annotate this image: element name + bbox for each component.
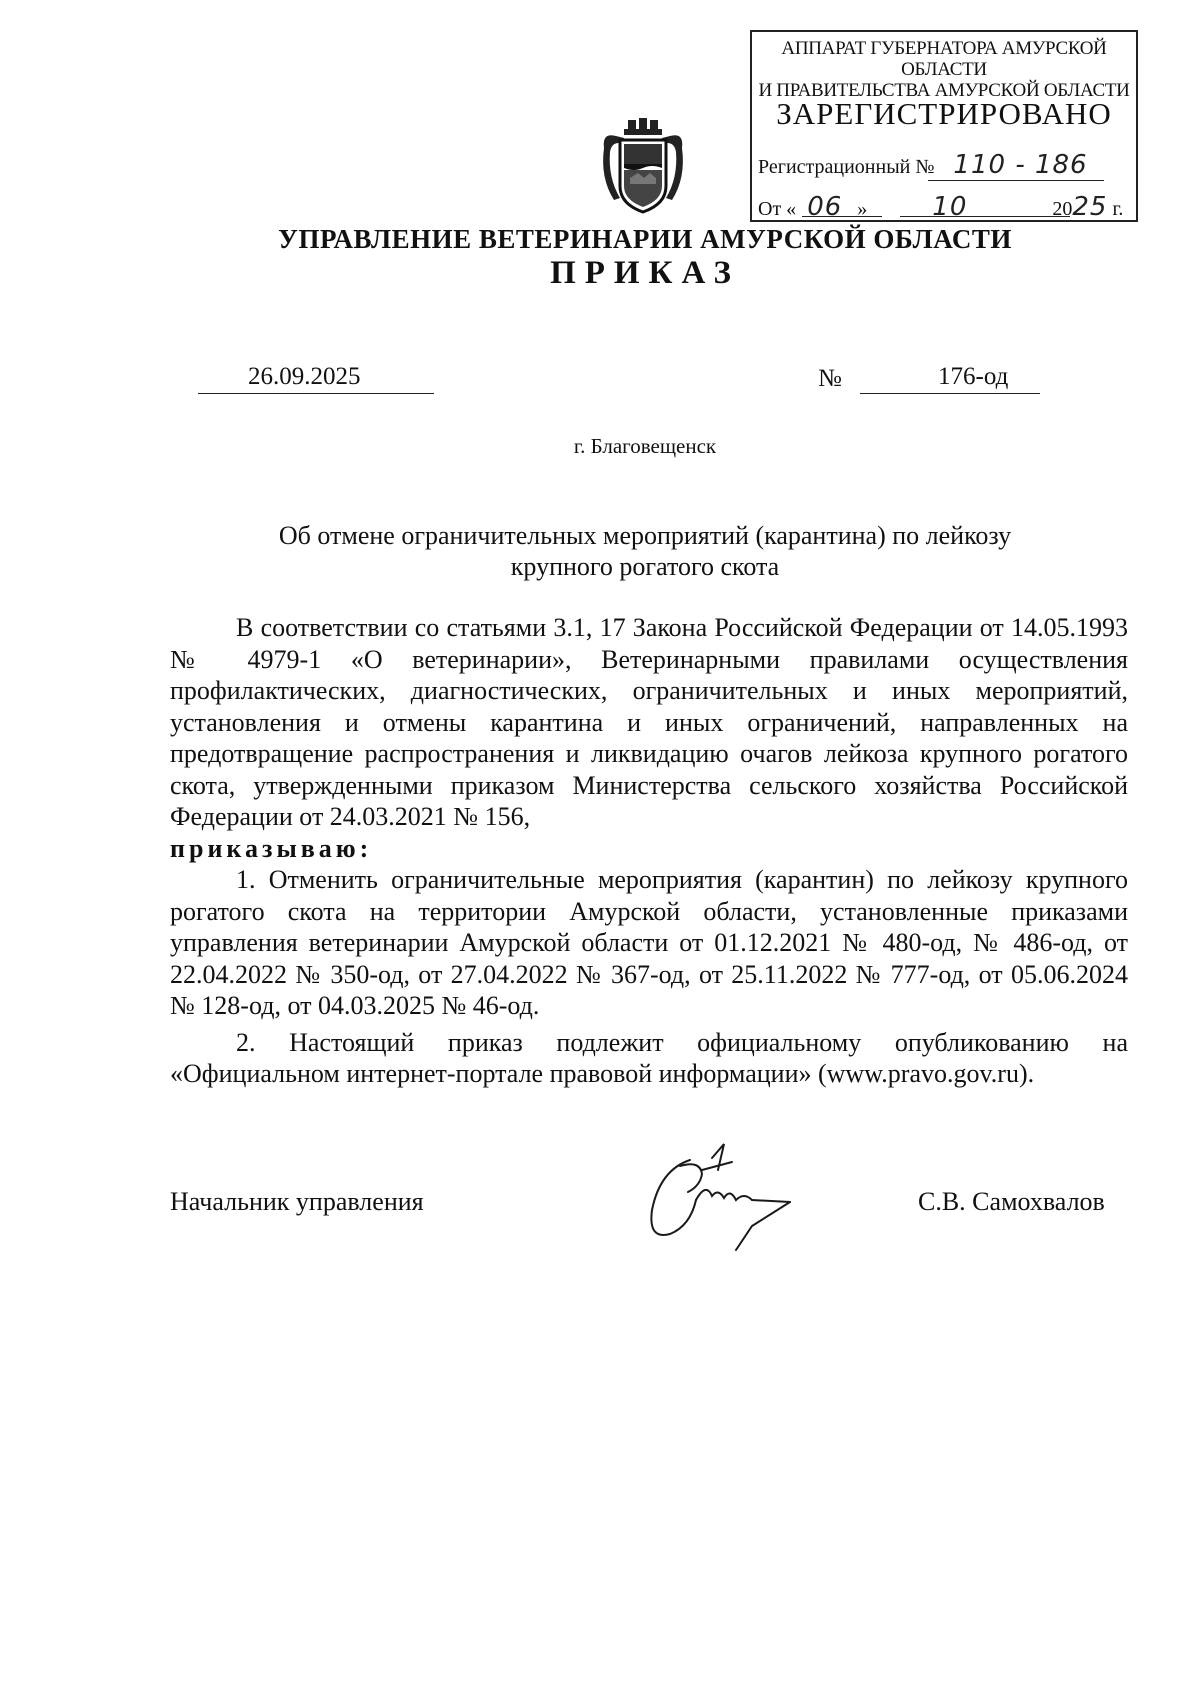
stamp-month-underline <box>900 216 1070 217</box>
stamp-org-line2: И ПРАВИТЕЛЬСТВА АМУРСКОЙ ОБЛАСТИ <box>758 80 1130 101</box>
order-number-sign: № <box>818 365 842 392</box>
order-number-underline <box>860 393 1040 394</box>
signatory-position: Начальник управления <box>170 1187 424 1216</box>
stamp-day-underline <box>802 216 882 217</box>
stamp-year-prefix: 20 <box>1052 198 1073 220</box>
stamp-date-row <box>758 192 1123 222</box>
order-number: 176-од <box>938 363 1009 390</box>
stamp-registered-label: ЗАРЕГИСТРИРОВАНО <box>776 96 1112 131</box>
stamp-reg-number-value: 110 - 186 <box>953 150 1088 180</box>
document-type-title: ПРИКАЗ <box>550 255 740 291</box>
order-item-2: 2. Настоящий приказ подлежит официальному опубликованию на «Официальном интернет-портале правовой информации» (www.pravo.gov.ru). <box>170 1027 1128 1088</box>
order-subject <box>200 520 1090 582</box>
registration-stamp <box>750 30 1138 222</box>
city: г. Благовещенск <box>573 434 717 458</box>
handwritten-signature <box>640 1130 810 1260</box>
organization-title: УПРАВЛЕНИЕ ВЕТЕРИНАРИИ АМУРСКОЙ ОБЛАСТИ <box>278 224 1012 254</box>
stamp-reg-number-row <box>758 150 1088 180</box>
signatory-name: С.В. Самохвалов <box>918 1187 1105 1216</box>
order-date-underline <box>198 393 434 394</box>
stamp-reg-number-label: Регистрационный № <box>758 156 935 178</box>
order-date: 26.09.2025 <box>248 363 361 390</box>
stamp-date-month: 10 <box>932 192 968 222</box>
order-word: приказываю: <box>170 833 373 863</box>
stamp-date-prefix: От « <box>758 198 797 220</box>
coat-of-arms-emblem <box>600 118 686 216</box>
order-body <box>170 612 1128 1090</box>
stamp-date-day: 06 <box>807 192 843 222</box>
subject-line-1: Об отмене ограничительных мероприятий (карантина) по лейкозу <box>278 521 1012 550</box>
stamp-org-line1: АППАРАТ ГУБЕРНАТОРА АМУРСКОЙ ОБЛАСТИ <box>781 38 1107 80</box>
order-item-1: 1. Отменить ограничительные мероприятия (карантин) по лейкозу крупного рогатого скота на территории Амурской области, установленные приказами управления ветеринарии Амурской области от 01.12.2021 № 480-од, № 486-од, от 22.04.2022 № 350-од, от 27.04.2022 № 367-од, от 25.11.2022 № 777-од, от 05.06.2024 № 128-од, от 04.03.2025 № 46-од. <box>170 865 1128 1020</box>
stamp-year-unit: г. <box>1112 198 1124 220</box>
preamble-paragraph: В соответствии со статьями 3.1, 17 Закона Российской Федерации от 14.05.1993 № 4979-1 «О ветеринарии», Ветеринарными правилами осуществления профилактических, диагностических, ограничительных и иных мероприятий, установления и отмены карантина и иных ограничений, направленных на предотвращение распространения и ликвидацию очагов лейкоза крупного рогатого скота, утвержденными приказом Министерства сельского хозяйства Российской Федерации от 24.03.2021 № 156, <box>170 613 1128 831</box>
stamp-organization <box>752 38 1136 101</box>
subject-line-2: крупного рогатого скота <box>510 552 780 581</box>
stamp-reg-number-underline <box>928 180 1104 181</box>
stamp-year-suffix: 25 <box>1072 192 1108 222</box>
stamp-date-quote-close: » <box>857 198 868 220</box>
